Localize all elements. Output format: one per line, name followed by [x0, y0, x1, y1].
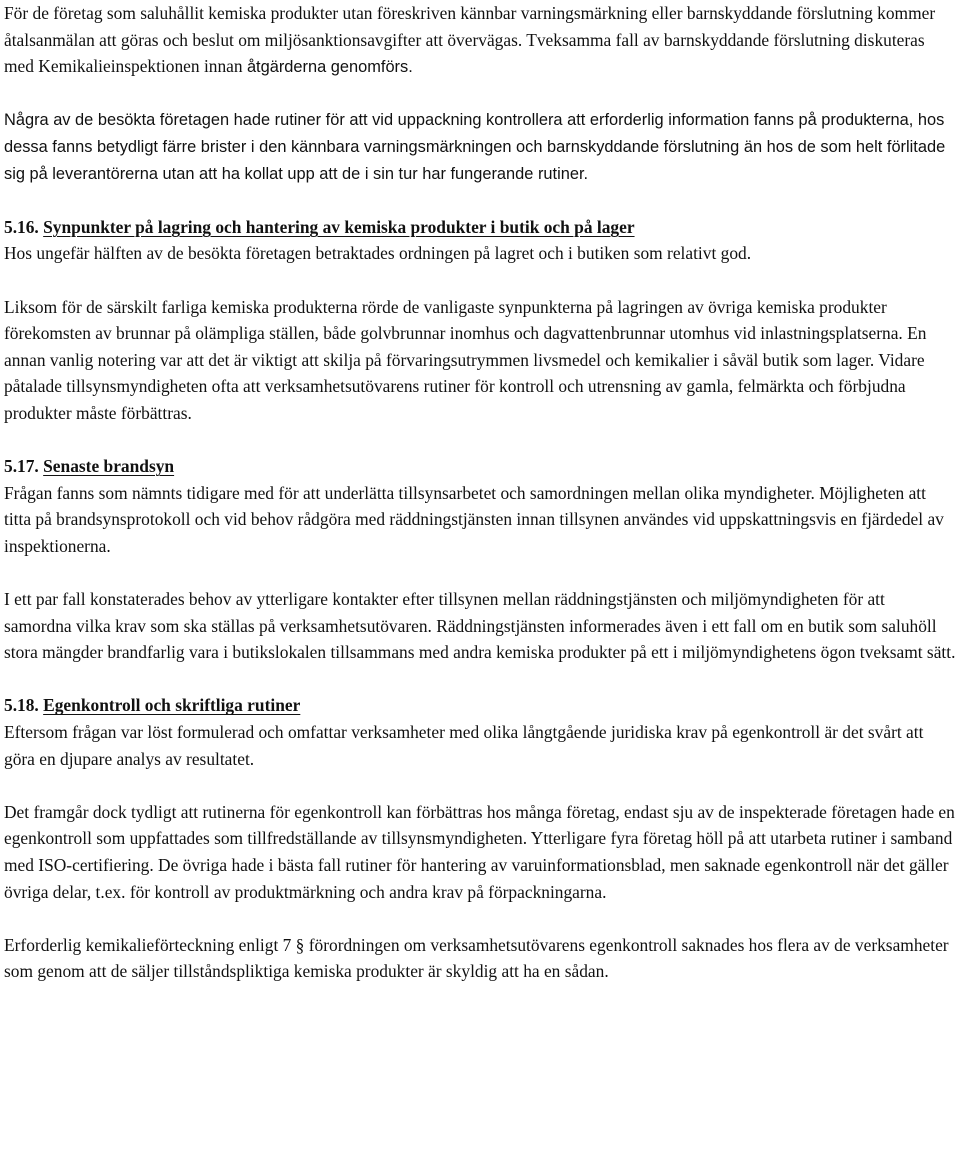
paragraph-sanctions-tail: åtgärderna genomförs. — [246, 58, 413, 77]
paragraph-unpacking-routines: Några av de besökta företagen hade rutiner för att vid uppackning kontrollera att erforderlig information fanns på produkterna, hos dessa fanns betydligt färre brister i den kännbara varningsmärkningen och barnskyddande förslutning än hos de som helt förlitade sig på leverantörerna utan att ha kollat upp att de i sin tur har fungerande rutiner. — [4, 111, 946, 183]
section-heading-5-18 — [4, 692, 956, 719]
paragraph-self-control-findings: Det framgår dock tydligt att rutinerna för egenkontroll kan förbättras hos många företag, endast sju av de inspekterade företagen hade en egenkontroll som uppfattades som tillfredställande av tillsynsmyndigheten. Ytterligare fyra företag höll på att utarbeta rutiner i samband med ISO-certifiering. De övriga hade i bästa fall rutiner för hantering av varuinformationsblad, men saknade egenkontroll när det gäller övriga delar, t.ex. för kontroll av produktmärkning och andra krav på förpackningarna. — [4, 801, 955, 902]
section-heading-5-17 — [4, 453, 956, 480]
section-number: 5.18. — [4, 695, 39, 716]
section-number: 5.17. — [4, 456, 39, 477]
paragraph-storage-remarks: Liksom för de särskilt farliga kemiska produkterna rörde de vanligaste synpunkterna på lagringen av övriga kemiska produkter förekomsten av brunnar på olämpliga ställen, både golvbrunnar inomhus och dagvattenbrunnar utomhus vid inlastningsplatserna. En annan vanlig notering var att det är viktigt att skilja på förvaringsutrymmen livsmedel och kemikalier i såväl butik som lager. Vidare påtalade tillsynsmyndigheten ofta att verksamhetsutövarens rutiner för kontroll och utrensning av gamla, felmärkta och förbjudna produkter måste förbättras. — [4, 296, 927, 423]
section-heading-5-16 — [4, 214, 956, 241]
paragraph-sanctions-text: För de företag som saluhållit kemiska produkter utan föreskriven kännbar varningsmärkning eller barnskyddande förslutning kommer åtalsanmälan att göras och beslut om miljösanktionsavgifter att övervägas. Tveksamma fall av barnskyddande förslutning diskuteras med Kemikalieinspektionen innan — [4, 3, 936, 77]
section-title: Egenkontroll och skriftliga rutiner — [43, 695, 301, 716]
paragraph-storage-order: Hos ungefär hälften av de besökta företagen betraktades ordningen på lagret och i butiken som relativt god. — [4, 243, 752, 264]
section-title: Senaste brandsyn — [43, 456, 175, 477]
paragraph-fire-contacts: I ett par fall konstaterades behov av ytterligare kontakter efter tillsynen mellan räddningstjänsten och miljömyndigheten för att samordna vilka krav som ska ställas på verksamhetsutövaren. Räddningstjänsten informerades även i ett fall om en butik som saluhöll stora mängder brandfarlig vara i butikslokalen tillsammans med andra kemiska produkter på ett i miljömyndighetens ögon tveksamt sätt. — [4, 589, 956, 663]
paragraph-fire-inspection: Frågan fanns som nämnts tidigare med för att underlätta tillsynsarbetet och samordningen mellan olika myndigheter. Möjligheten att titta på brandsynsprotokoll och vid behov rådgöra med räddningstjänsten innan tillsynen användes vid uppskattningsvis en fjärdedel av inspektionerna. — [4, 482, 944, 556]
paragraph-sanctions — [4, 0, 956, 81]
section-title: Synpunkter på lagring och hantering av kemiska produkter i butik och på lager — [43, 216, 635, 237]
document-page — [4, 0, 956, 985]
paragraph-chemical-inventory: Erforderlig kemikalieförteckning enligt 7 § förordningen om verksamhetsutövarens egenkontroll saknades hos flera av de verksamheter som genom att de säljer tillståndspliktiga kemiska produkter är skyldig att ha en sådan. — [4, 934, 949, 982]
section-number: 5.16. — [4, 216, 39, 237]
paragraph-self-control-question: Eftersom frågan var löst formulerad och omfattar verksamheter med olika långtgående juridiska krav på egenkontroll är det svårt att göra en djupare analys av resultatet. — [4, 722, 924, 769]
